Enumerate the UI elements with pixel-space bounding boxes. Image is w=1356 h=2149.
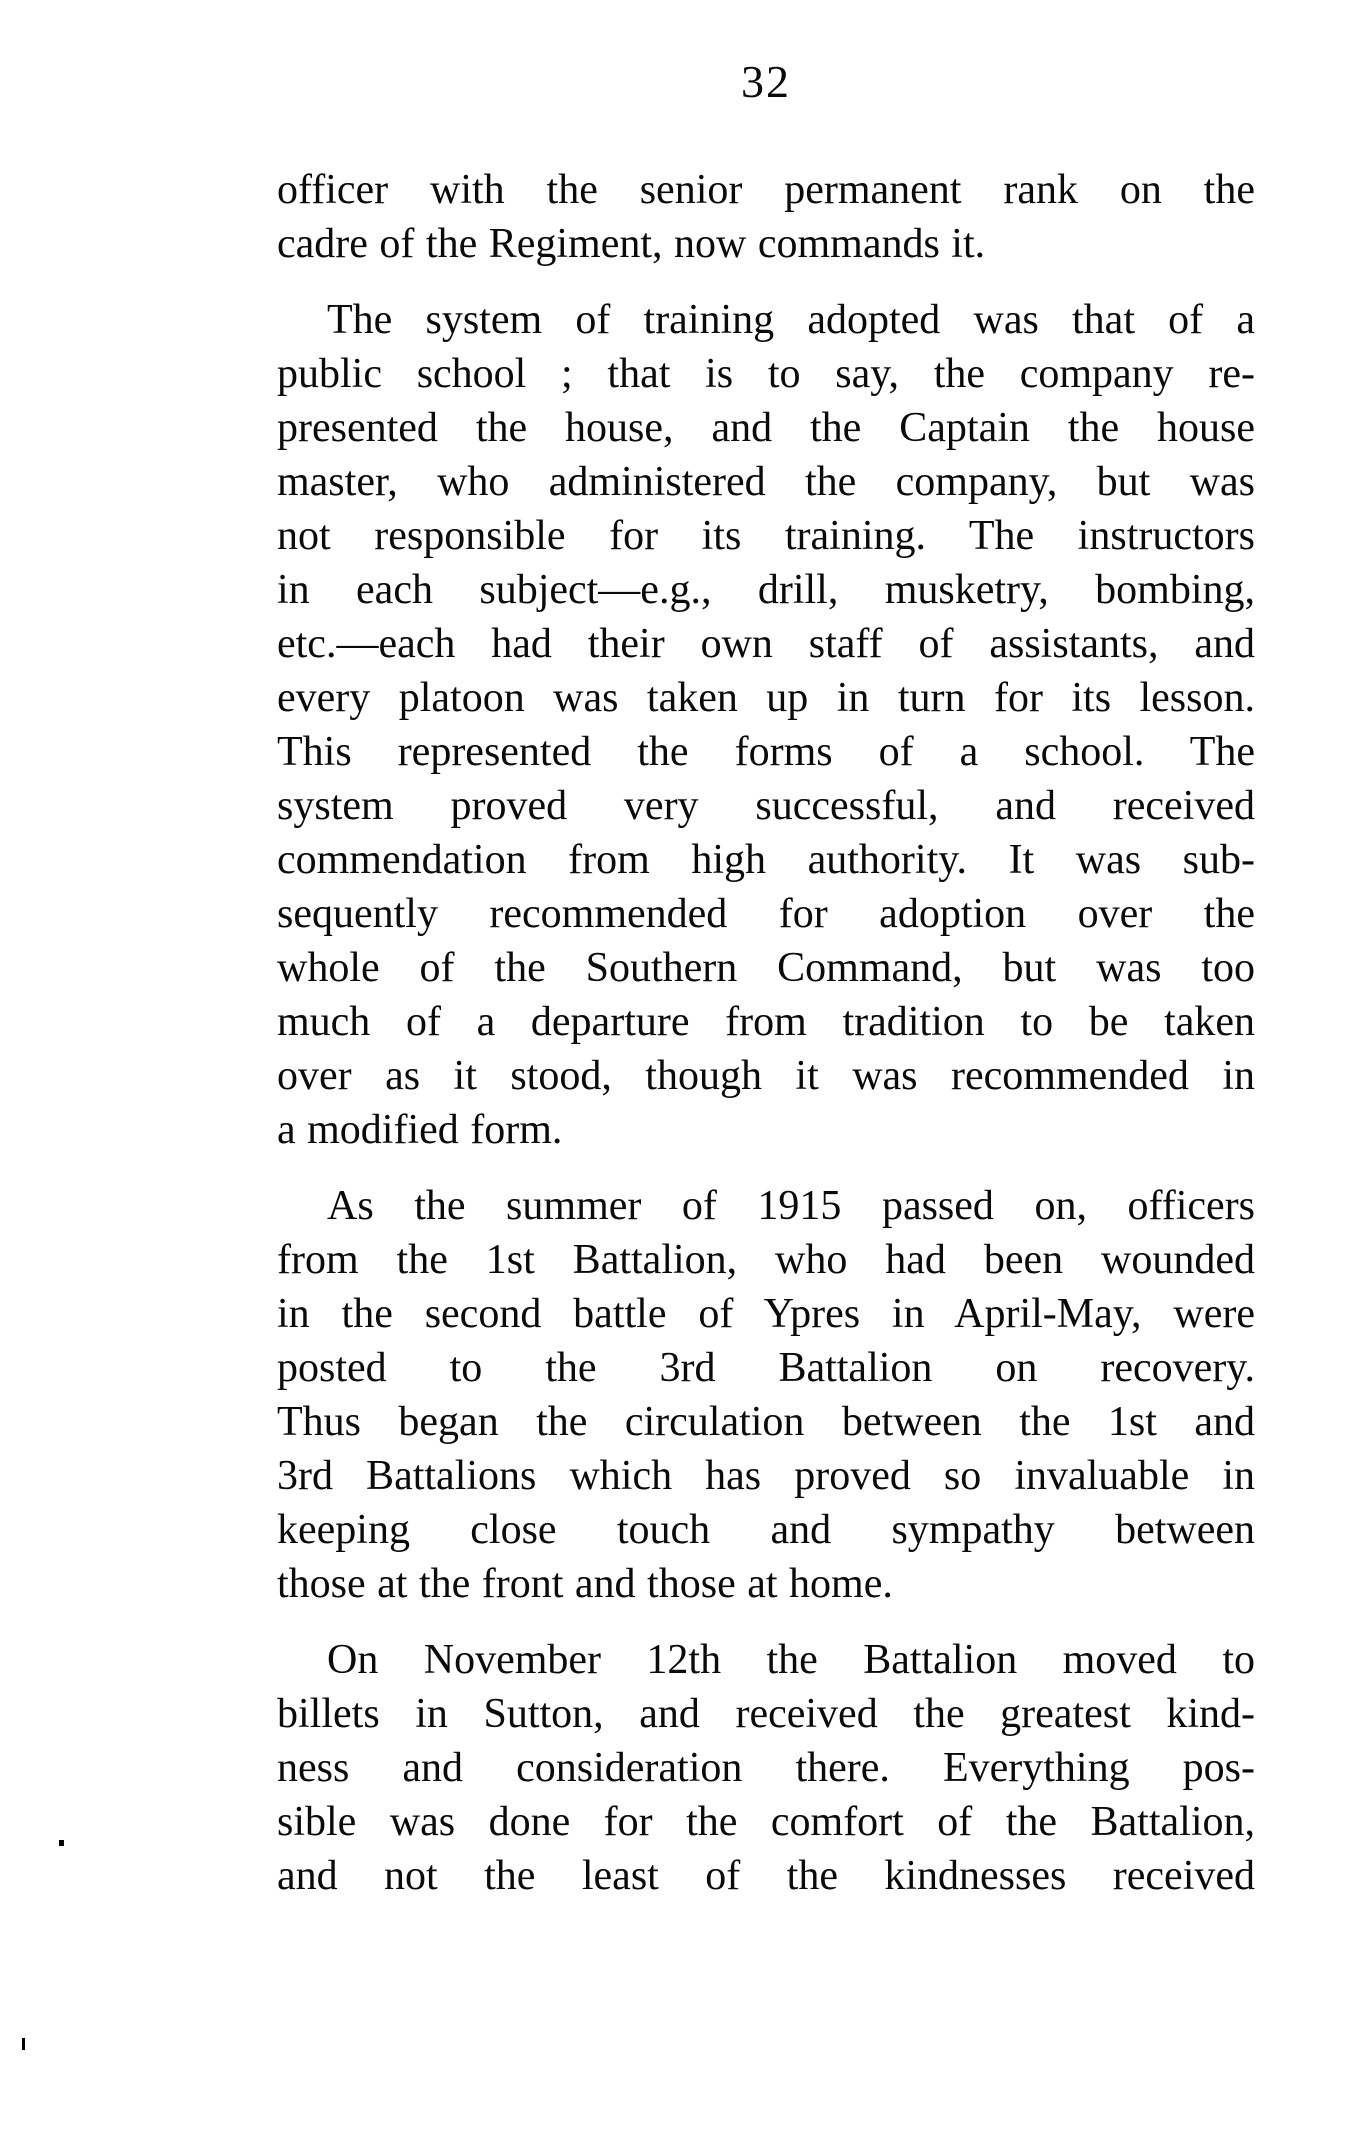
text-line: On November 12th the Battalion moved to: [327, 1637, 1255, 1683]
page-number: 32: [741, 56, 791, 107]
text-line: etc.—each had their own staff of assistants, and: [277, 621, 1255, 667]
ink-speck: [59, 1840, 64, 1846]
text-line: in the second battle of Ypres in April-May, were: [277, 1291, 1255, 1337]
paragraph: [277, 1179, 1255, 1611]
text-line: system proved very successful, and received: [277, 783, 1255, 829]
text-line: posted to the 3rd Battalion on recovery.: [277, 1345, 1255, 1391]
text-line: ness and consideration there. Everything pos-: [277, 1745, 1255, 1791]
text-line: Thus began the circulation between the 1st and: [277, 1399, 1255, 1445]
ink-speck: [22, 2038, 25, 2050]
text-line: sequently recommended for adoption over the: [277, 891, 1255, 937]
text-line: This represented the forms of a school. The: [277, 729, 1255, 775]
text-line: a modified form.: [277, 1107, 563, 1153]
text-line: every platoon was taken up in turn for its lesson.: [277, 675, 1255, 721]
text-line: and not the least of the kindnesses received: [277, 1853, 1255, 1899]
text-line: master, who administered the company, but was: [277, 459, 1255, 505]
text-line: presented the house, and the Captain the house: [277, 405, 1255, 451]
text-line: over as it stood, though it was recommended in: [277, 1053, 1255, 1099]
text-line: cadre of the Regiment, now commands it.: [277, 221, 986, 267]
text-line: sible was done for the comfort of the Battalion,: [277, 1799, 1255, 1845]
paragraph: [277, 1633, 1255, 1903]
text-line: The system of training adopted was that of a: [327, 297, 1255, 343]
text-line: commendation from high authority. It was sub-: [277, 837, 1255, 883]
text-line: whole of the Southern Command, but was too: [277, 945, 1255, 991]
text-line: keeping close touch and sympathy between: [277, 1507, 1255, 1553]
text-line: much of a departure from tradition to be taken: [277, 999, 1255, 1045]
text-line: not responsible for its training. The instructors: [277, 513, 1255, 559]
text-line: billets in Sutton, and received the greatest kind-: [277, 1691, 1255, 1737]
text-line: 3rd Battalions which has proved so invaluable in: [277, 1453, 1255, 1499]
text-block: [277, 163, 1255, 1903]
text-line: in each subject—e.g., drill, musketry, bombing,: [277, 567, 1255, 613]
paragraph: [277, 163, 1255, 271]
text-line: those at the front and those at home.: [277, 1561, 893, 1607]
text-line: As the summer of 1915 passed on, officers: [327, 1183, 1255, 1229]
text-line: officer with the senior permanent rank on the: [277, 167, 1255, 213]
text-line: public school ; that is to say, the company re-: [277, 351, 1255, 397]
paragraph: [277, 293, 1255, 1157]
text-line: from the 1st Battalion, who had been wounded: [277, 1237, 1255, 1283]
